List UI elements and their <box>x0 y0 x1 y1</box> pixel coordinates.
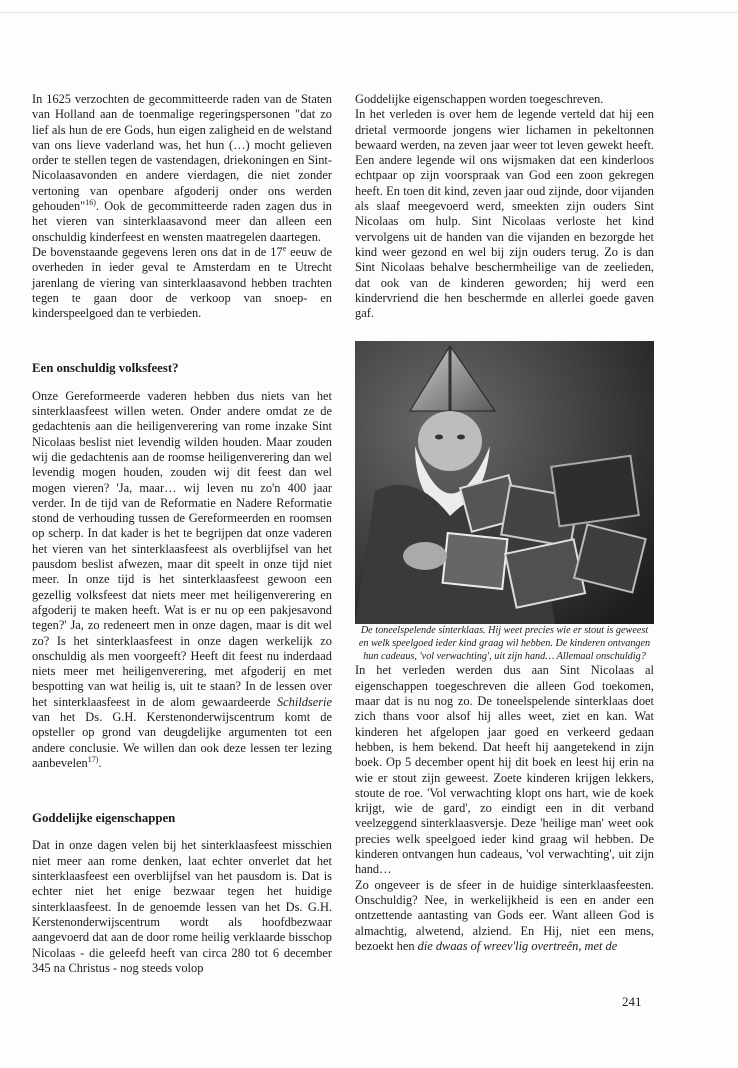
paragraph-legende: In het verleden is over hem de legende verteld dat hij een drietal vermoorde jongens wier lichamen in pekeltonnen bewaard werden, na zeven jaar weer tot leven gewekt heeft. Een andere legende wil ons wijsmaken dat een kinderloos echtpaar op zijn voorspraak van God een zoon gekregen heeft. En toen dit kind, zeven jaar oud zijnde, door vijanden als slaaf meegevoerd werd, smeekten zijn ouders Sint Nicolaas om hulp. Sint Nicolaas verloste het kind vervolgens uit de handen van die vijanden en bezorgde het kind weer gezond en wel bij zijn ouders terug. Zo is dan Sint Nicolaas behalve beschermheilige van de zeelieden, dat ook van de kinderen geworden; hij werd een kindervriend die hen beschermde en allerlei goede gaven gaf. <box>355 107 654 321</box>
paragraph-gereformeerde-vaderen <box>32 389 332 771</box>
paragraph-text: . Ook de gecommitteerde raden zagen dus in het vieren van sinterklaasavond meer dan alleen een onschuldig kinderfeest en wensten maatregelen daartegen. <box>32 199 332 244</box>
paragraph-text: De bovenstaande gegevens leren ons dat in de 17 <box>32 244 283 259</box>
paragraph-text: . <box>98 755 102 770</box>
paragraph-continuation: Goddelijke eigenschappen worden toegeschreven. <box>355 92 604 106</box>
left-column <box>32 92 332 976</box>
paragraph-text: In 1625 verzochten de gecommitteerde raden van de Staten van Holland aan de toenmalige regeringspersonen "dat zo lief als hun de ere Gods, hun eigen zaligheid en de welstand van ons lieve vaderland was, het hun (…) mocht gelieven order te stellen tegen de vastendagen, driekoningen en Sint-Nicolaasavonden en andere vierdagen, die niet zonder vertoning van openbare afgoderij onder ons werden gehouden" <box>32 92 332 214</box>
photo-caption: De toneelspelende sinterklaas. Hij weet precies wie er stout is geweest en welk speelgoed ieder kind graag wil hebben. De kinderen ontvangen hun cadeaus, 'vol verwachting', uit zijn hand… Allemaal onschuldig? <box>358 625 651 663</box>
heading-goddelijke-eigenschappen: Goddelijke eigenschappen <box>32 811 176 826</box>
page-top-edge <box>0 12 738 13</box>
italic-quote: die dwaas of wreev'lig overtreên, met de <box>417 938 618 953</box>
sinterklaas-photo <box>355 341 654 624</box>
page-number: 241 <box>622 994 642 1009</box>
italic-title: Schildserie <box>276 694 332 709</box>
paragraph-sfeer <box>355 878 654 954</box>
footnote-ref-17: 17) <box>87 754 99 764</box>
paragraph-overblijfsel: Dat in onze dagen velen bij het sinterklaasfeest misschien niet meer aan rome denken, laat echter onverlet dat het sinterklaasfeest een overblijfsel van het pausdom is. Dat is echter niet het enige bezwaar tegen het huidige sinterklaasfeest. In de genoemde lessen van het Ds. G.H. Kerstenonderwijscentrum wordt als hoofdbezwaar aangevoerd dat aan de door rome heilig verklaarde bisschop Nicolaas - die geleefd heeft van circa 280 tot 6 december 345 na Christus - nog steeds volop <box>32 838 332 975</box>
paragraph-text: eeuw de overheden in ieder geval te Amsterdam en te Utrecht jarenlang de viering van sinterklaasavond hebben trachten tegen te gaan door de verkoop van snoep- en kinderspeelgoed dan te verbieden. <box>32 244 332 321</box>
superscript: e <box>282 243 287 253</box>
paragraph-toneelspelende-sinterklaas: In het verleden werden dus aan Sint Nicolaas al eigenschappen toegeschreven die alleen God toekomen, maar dat is nu nog zo. De toneelspelende sinterklaas doet zich thans voor alsof hij alles weet, ziet en kan. Wat kinderen het afgelopen jaar goed en verkeerd gedaan hebben, is hem bekend. Dat heeft hij aangetekend in zijn boek. Op 5 december opent hij dit boek en leest hij erin na wie er stout zijn geweest. Zoete kinderen krijgen lekkers, stoute de roe. 'Vol verwachting klopt ons hart, wie de koek krijgt, wie de gard', zo eindigt een in dit verband veelzeggend sinterklaasversje. Deze 'heilige man' weet ook precies welk speelgoed ieder kind graag wil hebben. De kinderen ontvangen hun cadeaus, 'vol verwachting', uit zijn hand… <box>355 663 654 877</box>
paragraph-text: Onze Gereformeerde vaderen hebben dus niets van het sinterklaasfeest willen weten. Onder andere omdat ze de gedachtenis aan die heiligenverering van rome inzake Sint Nicolaas beslist niet levendig wilden houden. Maar zouden wij die gedachtenis aan de roomse heiligenverering dan wel levendig mogen houden, zouden wij dit feest dan wel mogen vieren? 'Ja, maar… wij leven nu zo'n 400 jaar verder. In de tijd van de Reformatie en Nadere Reformatie stond de verhouding tussen de Gereformeerden en roomsen op scherp. In dat kader is het te begrijpen dat onze vaderen het vieren van het sinterklaasfeest als overblijfsel van het pausdom beslist afwezen, maar dit speelt in onze tijd niet meer. In onze tijd is het sinterklaasfeest gewoon een gezellig volksfeest dat niets meer met heiligenverering en afgoderij te maken heeft. Wat is er nu op een pakjesavond tegen?' Ja, zo redeneert men in onze dagen, maar is dit wel zo? Is het sinterklaasfeest in onze dagen werkelijk zo onschuldig als men voorgeeft? Heeft dit feest nu inderdaad niets meer met heiligenverering, met afgoderij en met bespotting van wat heilig is, uit te staan? In de lessen over het sinterklaasfeest in de alom gewaardeerde <box>32 388 332 709</box>
paragraph-text: van het Ds. G.H. Kerstenonderwijscentrum komt de opsteller op grond van deugdelijke argumenten tot een andere conclusie. We willen dan ook deze lessen ter lezing aanbevelen <box>32 709 332 770</box>
paragraph-text: Zo ongeveer is de sfeer in de huidige sinterklaasfeesten. Onschuldig? Nee, in werkelijkheid is een en ander een ontzettende aantasting van Gods eer. Want alleen God is almachtig, alwetend, alziend. En Hij, niet een mens, bezoekt hen <box>355 877 654 953</box>
paragraph-17e-eeuw <box>32 245 332 321</box>
right-column <box>355 92 654 954</box>
paragraph-1625 <box>32 92 332 245</box>
heading-onschuldig-volksfeest: Een onschuldig volksfeest? <box>32 361 179 376</box>
footnote-ref-16: 16) <box>85 197 96 207</box>
sinterklaas-image <box>355 341 654 624</box>
